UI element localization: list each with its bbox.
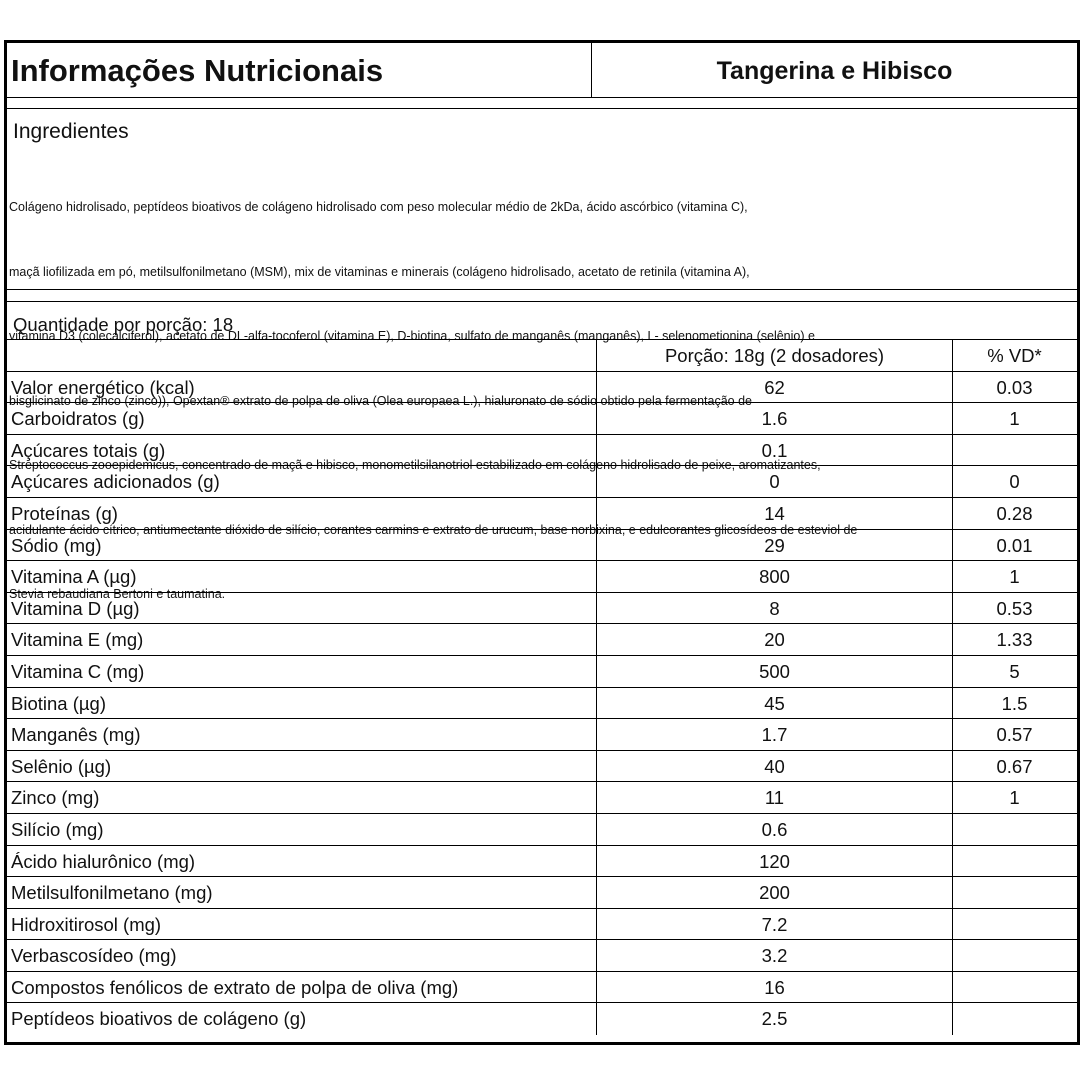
column-header-serving: Porção: 18g (2 dosadores): [596, 340, 952, 371]
column-header-dv: % VD*: [952, 340, 1076, 371]
nutrient-name: Sódio (mg): [11, 534, 102, 556]
nutrient-name: Silício (mg): [11, 818, 104, 840]
nutrition-facts-panel: [4, 40, 1080, 1045]
ingredients-line: bisglicinato de zinco (zinco)), Opextan® extrato de polpa de oliva (Olea europaea L.), hialuronato de sódio obtido pela fermentação de: [9, 393, 752, 408]
serving-value: 120: [596, 846, 952, 877]
ingredients-line: Streptococcus zooepidemicus, concentrado de maçã e hibisco, monometilsilanotriol estabilizado em colágeno hidrolisado de peixe, aromatizantes,: [9, 458, 821, 472]
ingredients-line: acidulante ácido cítrico, antiumectante dióxido de silício, corantes carmins e extrato de urucum, base norbixina, e edulcorantes glicosídeos de esteviol de: [9, 522, 858, 537]
servings-per-package: Quantidade por porção: 18: [13, 314, 234, 335]
dv-value: 0: [952, 466, 1076, 497]
divider: [7, 301, 1077, 302]
table-row: [7, 466, 1077, 498]
table-row: [7, 688, 1077, 720]
table-row: [7, 877, 1077, 909]
nutrient-name: Selênio (µg): [11, 755, 112, 777]
serving-value: 1.7: [596, 719, 952, 750]
nutrient-name: Valor energético (kcal): [11, 376, 195, 398]
nutrient-name: Metilsulfonilmetano (mg): [11, 882, 213, 904]
table-row: [7, 561, 1077, 593]
serving-value: 14: [596, 498, 952, 529]
table-row: [7, 656, 1077, 688]
dv-value: 0.28: [952, 498, 1076, 529]
nutrient-name: Ácido hialurônico (mg): [11, 850, 196, 872]
table-row: [7, 435, 1077, 467]
ingredients-line: Stevia rebaudiana Bertoni e taumatina.: [9, 587, 226, 601]
dv-value: [952, 972, 1076, 1003]
nutrient-name: Vitamina E (mg): [11, 629, 144, 651]
serving-value: 45: [596, 688, 952, 719]
dv-value: [952, 846, 1076, 877]
serving-value: 800: [596, 561, 952, 592]
serving-value: 200: [596, 877, 952, 908]
table-row: [7, 719, 1077, 751]
table-row: [7, 972, 1077, 1004]
divider: [7, 289, 1077, 290]
nutrient-name: Açúcares adicionados (g): [11, 471, 220, 493]
nutrient-name: Vitamina C (mg): [11, 660, 145, 682]
serving-value: 40: [596, 751, 952, 782]
table-row: [7, 498, 1077, 530]
table-row: [7, 846, 1077, 878]
table-row: [7, 751, 1077, 783]
nutrient-name: Verbascosídeo (mg): [11, 945, 177, 967]
ingredients-line: maçã liofilizada em pó, metilsulfonilmetano (MSM), mix de vitaminas e minerais (colágeno hidrolisado, acetato de retinila (vitamina A),: [9, 264, 750, 279]
nutrient-name: Açúcares totais (g): [11, 439, 166, 461]
dv-value: 0.57: [952, 719, 1076, 750]
table-row: [7, 593, 1077, 625]
nutrient-name: Hidroxitirosol (mg): [11, 913, 162, 935]
nutrient-name: Vitamina D (µg): [11, 597, 140, 619]
header-row: [7, 43, 1077, 98]
divider: [7, 108, 1077, 109]
dv-value: 1: [952, 561, 1076, 592]
dv-value: 5: [952, 656, 1076, 687]
serving-value: 500: [596, 656, 952, 687]
serving-value: 8: [596, 593, 952, 624]
nutrient-name: Compostos fenólicos de extrato de polpa de oliva (mg): [11, 976, 459, 998]
dv-value: [952, 877, 1076, 908]
ingredients-line: vitamina D3 (colecalciferol), acetato de DL-alfa-tocoferol (vitamina E), D-biotina, sulfato de manganês (manganês), L- selenometionina (selênio) e: [9, 329, 815, 343]
serving-value: 0.1: [596, 435, 952, 466]
table-header-row: [7, 340, 1077, 372]
serving-value: 11: [596, 782, 952, 813]
table-row: [7, 624, 1077, 656]
nutrient-name: Biotina (µg): [11, 692, 106, 714]
serving-value: 7.2: [596, 909, 952, 940]
ingredients-line: Colágeno hidrolisado, peptídeos bioativos de colágeno hidrolisado com peso molecular médio de 2kDa, ácido ascórbico (vitamina C),: [9, 200, 748, 214]
serving-value: 20: [596, 624, 952, 655]
column-header-nutrient: [11, 340, 596, 371]
nutrient-name: Proteínas (g): [11, 502, 118, 524]
serving-value: 16: [596, 972, 952, 1003]
table-row: [7, 1003, 1077, 1035]
dv-value: [952, 814, 1076, 845]
dv-value: [952, 940, 1076, 971]
table-row: [7, 403, 1077, 435]
dv-value: 1: [952, 782, 1076, 813]
table-row: [7, 940, 1077, 972]
dv-value: 0.53: [952, 593, 1076, 624]
dv-value: 1: [952, 403, 1076, 434]
dv-value: [952, 1003, 1076, 1035]
serving-value: 2.5: [596, 1003, 952, 1035]
nutrient-name: Vitamina A (µg): [11, 566, 137, 588]
flavor-label: Tangerina e Hibisco: [716, 57, 953, 85]
table-row: [7, 530, 1077, 562]
nutrient-name: Manganês (mg): [11, 724, 141, 746]
serving-value: 29: [596, 530, 952, 561]
nutrient-name: Carboidratos (g): [11, 408, 145, 430]
nutrient-name: Peptídeos bioativos de colágeno (g): [11, 1008, 307, 1030]
dv-value: [952, 435, 1076, 466]
table-row: [7, 782, 1077, 814]
serving-value: 1.6: [596, 403, 952, 434]
table-row: [7, 372, 1077, 404]
ingredients-title: Ingredientes: [13, 120, 129, 143]
table-row: [7, 909, 1077, 941]
nutrition-table: [7, 340, 1077, 1035]
nutrient-name: Zinco (mg): [11, 787, 100, 809]
serving-value: 0.6: [596, 814, 952, 845]
dv-value: 0.01: [952, 530, 1076, 561]
table-row: [7, 814, 1077, 846]
page-title: Informações Nutricionais: [11, 53, 384, 88]
dv-value: 0.67: [952, 751, 1076, 782]
dv-value: 1.5: [952, 688, 1076, 719]
serving-value: 0: [596, 466, 952, 497]
dv-value: 0.03: [952, 372, 1076, 403]
dv-value: 1.33: [952, 624, 1076, 655]
serving-value: 3.2: [596, 940, 952, 971]
dv-value: [952, 909, 1076, 940]
serving-value: 62: [596, 372, 952, 403]
